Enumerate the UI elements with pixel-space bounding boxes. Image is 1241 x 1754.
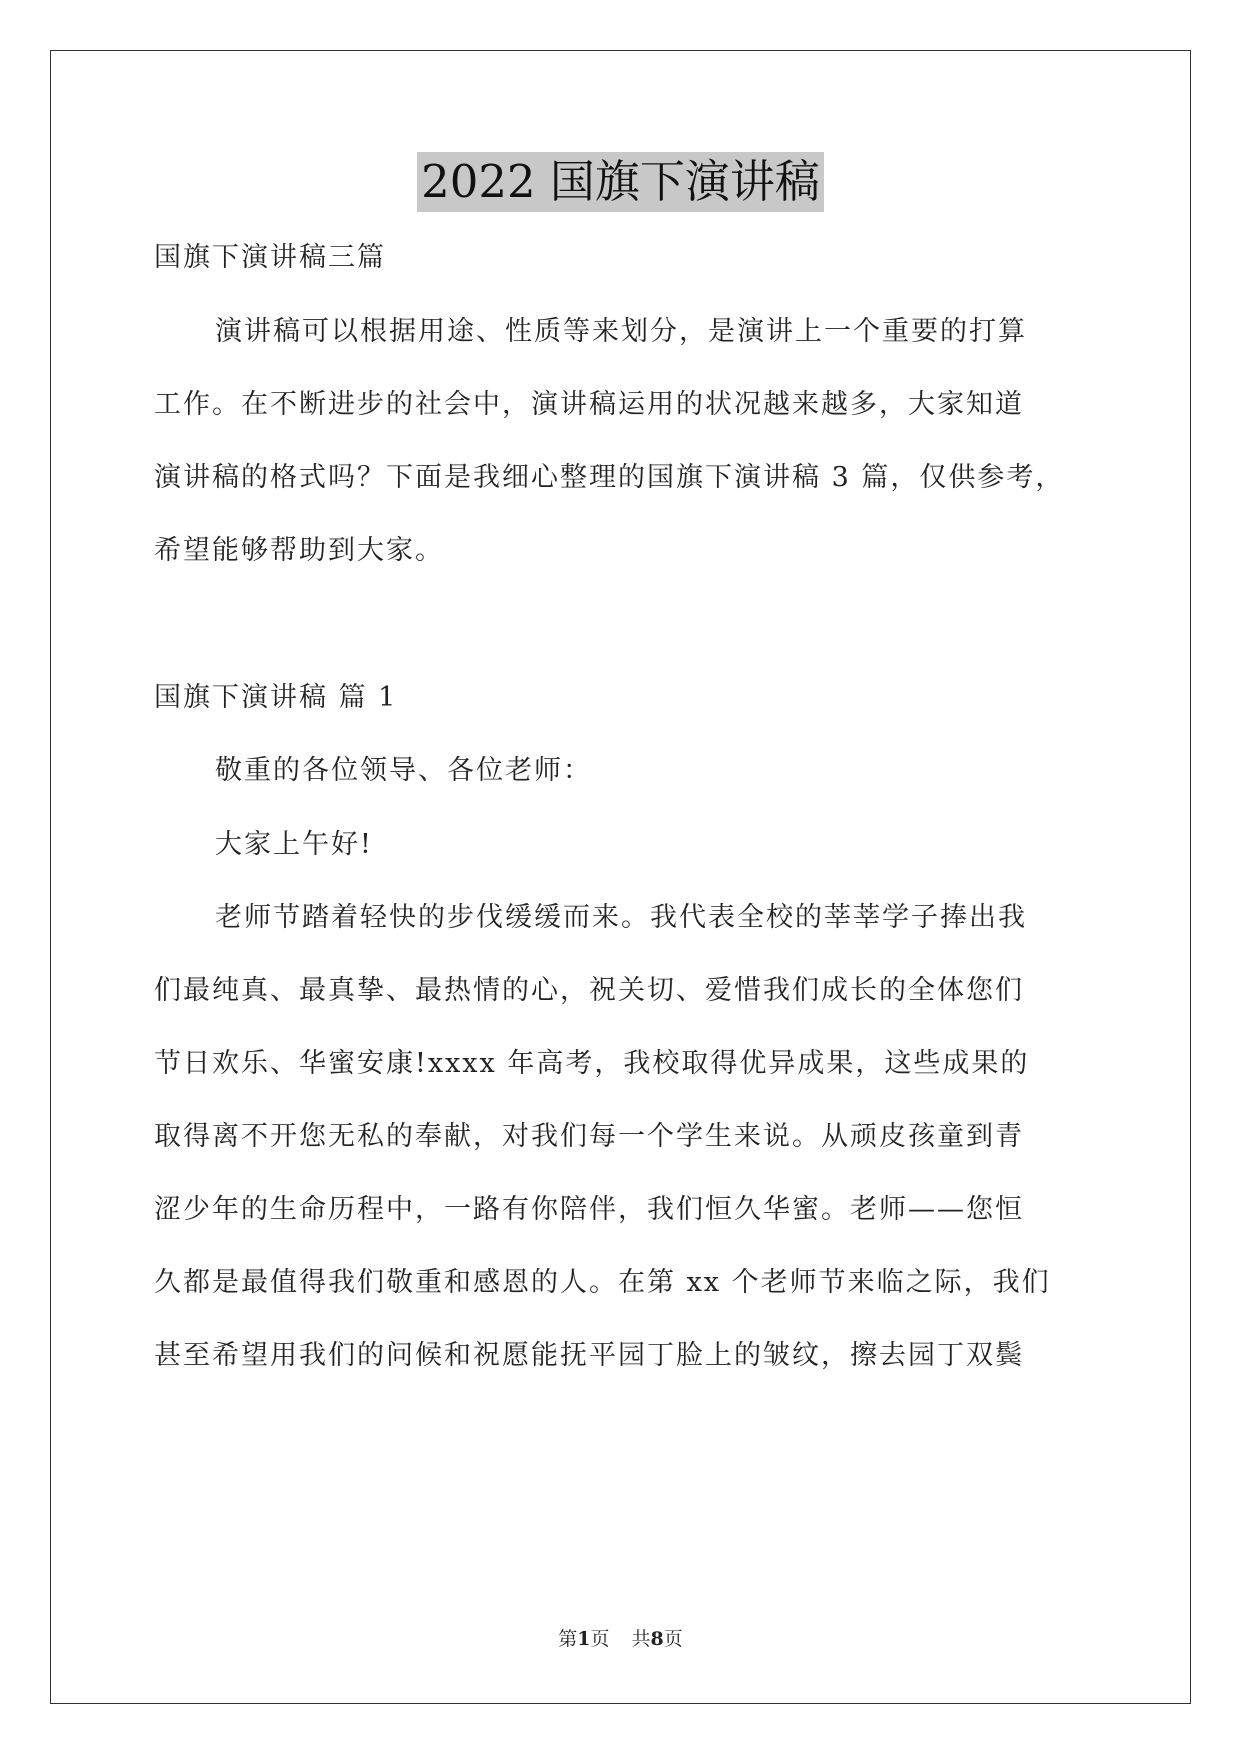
page-number: 1 xyxy=(577,1628,591,1650)
body-line: 甚至希望用我们的问候和祝愿能抚平园丁脸上的皱纹，擦去园丁双鬓 xyxy=(154,1340,1024,1371)
intro-line: 演讲稿可以根据用途、性质等来划分，是演讲上一个重要的打算 xyxy=(215,316,1027,347)
intro-line: 演讲稿的格式吗？下面是我细心整理的国旗下演讲稿 3 篇，仅供参考， xyxy=(154,462,1065,493)
salutation: 敬重的各位领导、各位老师： xyxy=(215,755,592,786)
document-title: 2022 国旗下演讲稿 xyxy=(417,152,824,212)
greeting: 大家上午好! xyxy=(215,829,373,860)
body-line: 久都是最值得我们敬重和感恩的人。在第 xx 个老师节来临之际，我们 xyxy=(154,1267,1051,1298)
body-line: 节日欢乐、华蜜安康!xxxx 年高考，我校取得优异成果，这些成果的 xyxy=(154,1048,1030,1079)
title-container xyxy=(0,152,1241,212)
body-line: 涩少年的生命历程中，一路有你陪伴，我们恒久华蜜。老师——您恒 xyxy=(154,1194,1024,1225)
body-line: 老师节踏着轻快的步伐缓缓而来。我代表全校的莘莘学子捧出我 xyxy=(215,902,1027,933)
page-prefix: 第 xyxy=(558,1628,578,1650)
total-prefix: 共 xyxy=(631,1628,651,1650)
intro-line: 工作。在不断进步的社会中，演讲稿运用的状况越来越多，大家知道 xyxy=(154,389,1024,420)
body-line: 取得离不开您无私的奉献，对我们每一个学生来说。从顽皮孩童到青 xyxy=(154,1121,1024,1152)
total-pages: 8 xyxy=(650,1628,664,1650)
page-suffix: 页 xyxy=(590,1628,610,1650)
section-heading: 国旗下演讲稿 篇 1 xyxy=(154,682,398,713)
body-line: 们最纯真、最真挚、最热情的心，祝关切、爱惜我们成长的全体您们 xyxy=(154,975,1024,1006)
intro-line: 希望能够帮助到大家。 xyxy=(154,535,444,566)
total-suffix: 页 xyxy=(663,1628,683,1650)
subtitle: 国旗下演讲稿三篇 xyxy=(154,242,386,273)
page-footer xyxy=(0,1624,1241,1651)
